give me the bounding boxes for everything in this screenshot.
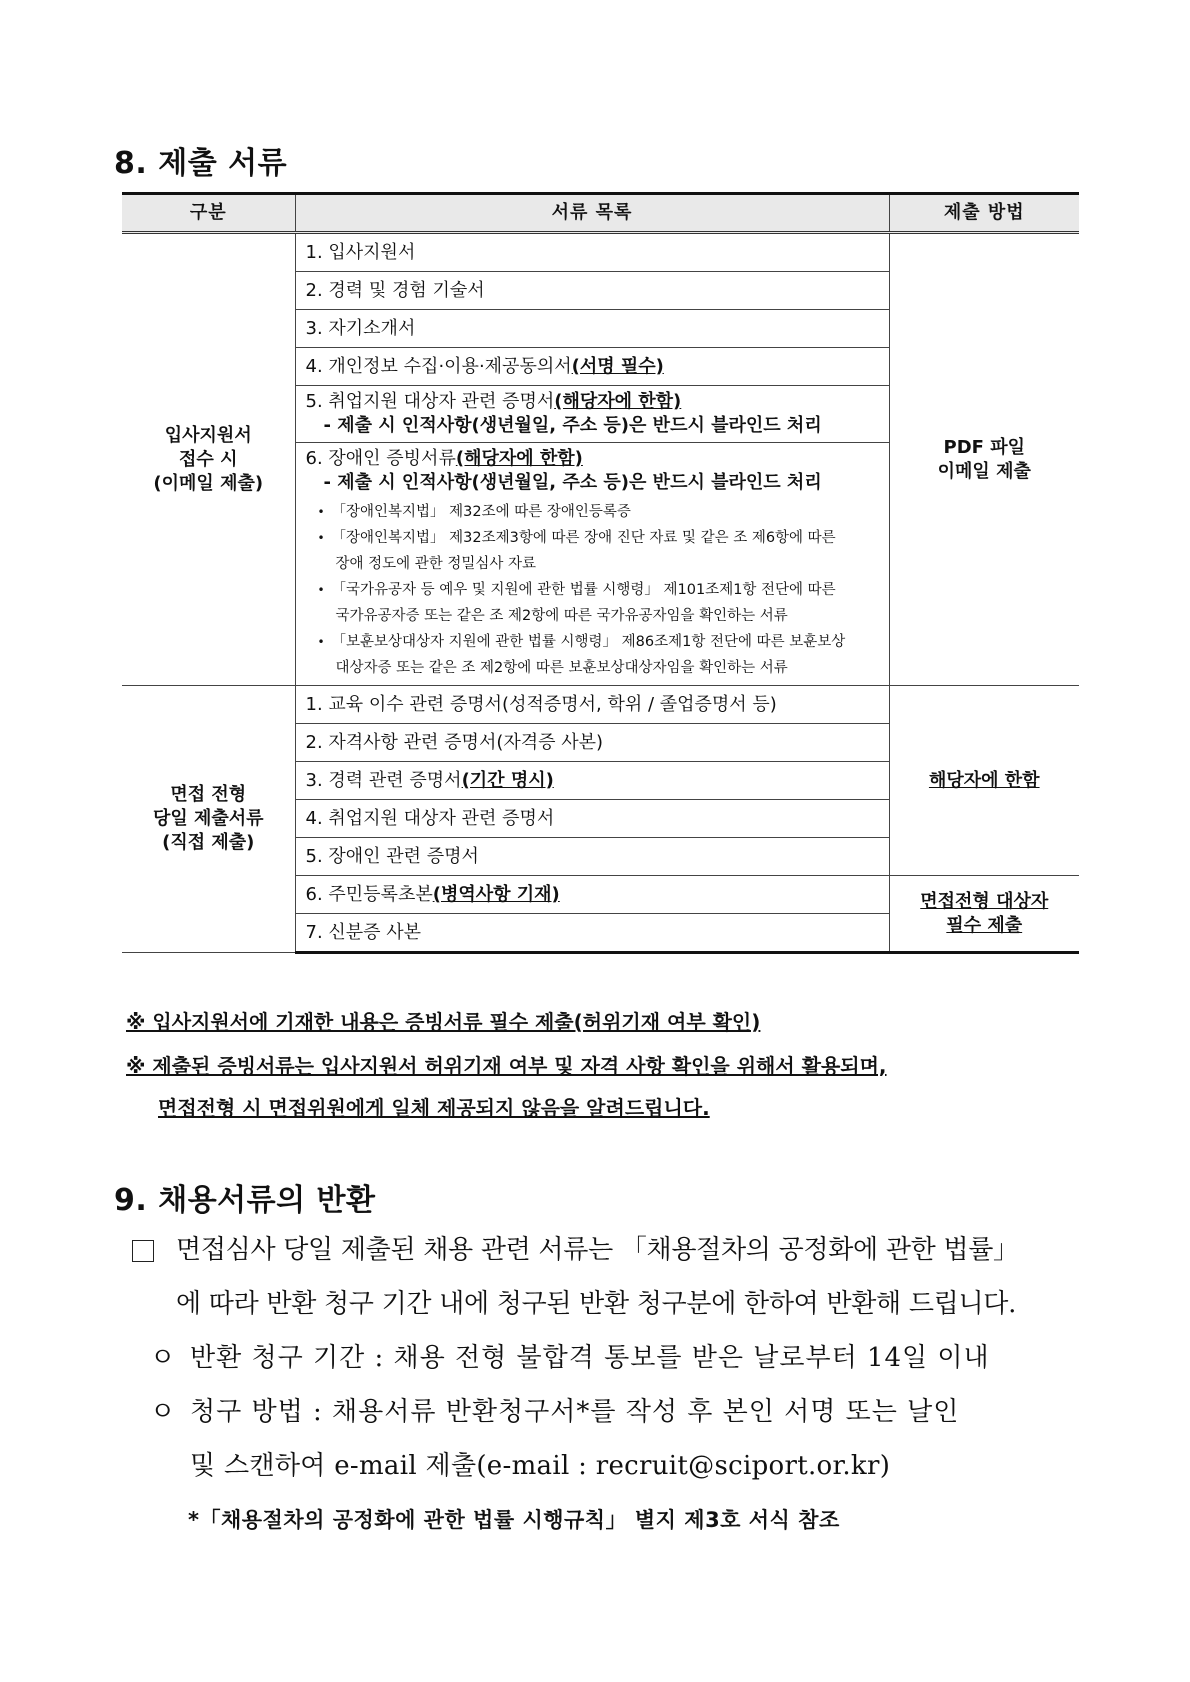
category-interview: 면접 전형 당일 제출서류 (직접 제출)	[122, 686, 295, 953]
doc-item: 3. 자기소개서	[295, 310, 889, 348]
return-paragraph-line1: 면접심사 당일 제출된 채용 관련 서류는 「채용절차의 공정화에 관한 법률」	[176, 1235, 1019, 1265]
doc-item: 2. 경력 및 경험 기술서	[295, 272, 889, 310]
doc-item: 4. 개인정보 수집·이용·제공동의서(서명 필수)	[295, 348, 889, 386]
note-evidence-usage-cont: 면접전형 시 면접위원에게 일체 제공되지 않음을 알려드립니다.	[158, 1096, 710, 1120]
blind-note: - 제출 시 인적사항(생년월일, 주소 등)은 반드시 블라인드 처리	[323, 472, 822, 493]
header-method: 제출 방법	[889, 194, 1079, 233]
doc-item: 3. 경력 관련 증명서(기간 명시)	[295, 762, 889, 800]
documents-table	[122, 192, 1079, 954]
table-row	[122, 233, 1079, 272]
request-method-line1: 청구 방법 : 채용서류 반환청구서*를 작성 후 본인 서명 또는 날인	[190, 1397, 960, 1427]
footnote: *「채용절차의 공정화에 관한 법률 시행규칙」 별지 제3호 서식 참조	[188, 1508, 840, 1532]
doc-item: 5. 취업지원 대상자 관련 증명서(해당자에 한함) - 제출 시 인적사항(생년월일, 주소 등)은 반드시 블라인드 처리	[295, 386, 889, 443]
blind-note: - 제출 시 인적사항(생년월일, 주소 등)은 반드시 블라인드 처리	[323, 415, 822, 436]
doc-item: 1. 입사지원서	[295, 233, 889, 272]
doc-item: 4. 취업지원 대상자 관련 증명서	[295, 800, 889, 838]
doc-item: 5. 장애인 관련 증명서	[295, 838, 889, 876]
bullet-circle-icon: ㅇ	[150, 1397, 176, 1427]
checkbox-square-icon	[132, 1240, 154, 1262]
disability-doc-list	[306, 499, 879, 681]
request-method-line2: 및 스캔하여 e-mail 제출(e-mail : recruit@sciport.or.kr)	[190, 1451, 891, 1481]
doc-item: 6. 장애인 증빙서류(해당자에 한함) - 제출 시 인적사항(생년월일, 주소 등)은 반드시 블라인드 처리 • 「장애인복지법」 제32조에 따른 장애인등록증 • 「장애인복지법」 제32조제3항에 따른 장애 진단 자료 및 같은 조 제6항에 따른 장애 정도에 관한 정밀심사 자료 • 「국가유공자 등 예우 및 지원에 관한 법률 시행령」 제101조제1항 전단에 따른 국가유공자증 또는 같은 조 제2항에 따른 국가유공자임을 확인하는 서류 • 「보훈보상대상자 지원에 관한 법률 시행령」 제86조제1항 전단에 따른 보훈보상 대상자증 또는 같은 조 제2항에 따른 보훈보상대상자임을 확인하는 서류	[295, 443, 889, 686]
doc-item: 1. 교육 이수 관련 증명서(성적증명서, 학위 / 졸업증명서 등)	[295, 686, 889, 724]
header-documents: 서류 목록	[295, 194, 889, 233]
section-8-title: 8. 제출 서류	[114, 146, 288, 181]
section-9-title: 9. 채용서류의 반환	[114, 1183, 376, 1218]
return-period-text: 반환 청구 기간 : 채용 전형 불합격 통보를 받은 날로부터 14일 이내	[190, 1343, 990, 1373]
doc-item: 7. 신분증 사본	[295, 914, 889, 953]
method-pdf-email: PDF 파일 이메일 제출	[889, 233, 1079, 686]
list-item: • 「장애인복지법」 제32조제3항에 따른 장애 진단 자료 및 같은 조 제6항에 따른 장애 정도에 관한 정밀심사 자료	[318, 525, 879, 577]
category-application: 입사지원서 접수 시 (이메일 제출)	[122, 233, 295, 686]
header-category: 구분	[122, 194, 295, 233]
note-required-evidence: ※ 입사지원서에 기재한 내용은 증빙서류 필수 제출(허위기재 여부 확인)	[126, 1010, 761, 1034]
list-item: • 「장애인복지법」 제32조에 따른 장애인등록증	[318, 499, 879, 525]
list-item: • 「국가유공자 등 예우 및 지원에 관한 법률 시행령」 제101조제1항 전단에 따른 국가유공자증 또는 같은 조 제2항에 따른 국가유공자임을 확인하는 서류	[318, 577, 879, 629]
list-item: • 「보훈보상대상자 지원에 관한 법률 시행령」 제86조제1항 전단에 따른 보훈보상 대상자증 또는 같은 조 제2항에 따른 보훈보상대상자임을 확인하는 서류	[318, 629, 879, 681]
doc-item: 2. 자격사항 관련 증명서(자격증 사본)	[295, 724, 889, 762]
doc-item: 6. 주민등록초본(병역사항 기재)	[295, 876, 889, 914]
table-row	[122, 686, 1079, 724]
table-header-row	[122, 194, 1079, 233]
method-applicable-only: 해당자에 한함	[889, 686, 1079, 876]
method-interview-required: 면접전형 대상자 필수 제출	[889, 876, 1079, 953]
return-paragraph-line2: 에 따라 반환 청구 기간 내에 청구된 반환 청구분에 한하여 반환해 드립니다.	[176, 1289, 1017, 1319]
bullet-circle-icon: ㅇ	[150, 1343, 176, 1373]
note-evidence-usage: ※ 제출된 증빙서류는 입사지원서 허위기재 여부 및 자격 사항 확인을 위해서 활용되며,	[126, 1054, 887, 1078]
